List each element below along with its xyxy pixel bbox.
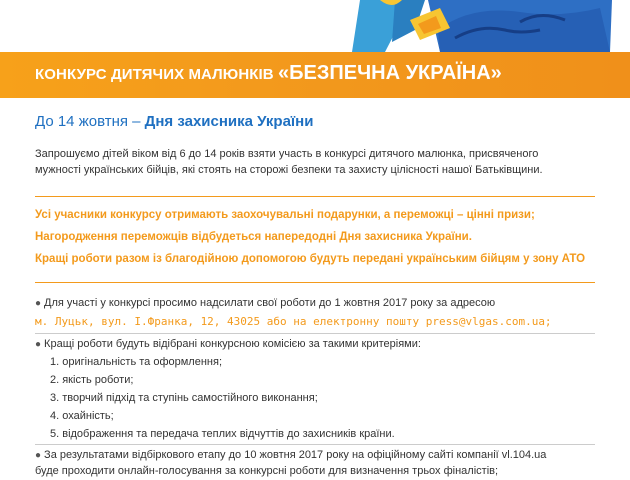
contest-title-prefix: КОНКУРС ДИТЯЧИХ МАЛЮНКІВ: [35, 66, 279, 83]
subtitle: [35, 113, 313, 130]
highlight-prizes: Усі учасники конкурсу отримають заохочувальні подарунки, а переможці – цінні призи;: [35, 209, 535, 221]
subtitle-prefix: До 14 жовтня –: [35, 113, 145, 130]
submission-bullet: [35, 297, 495, 309]
contest-title: [35, 62, 502, 85]
divider-criteria: [35, 333, 595, 334]
highlight-award-ceremony: Нагородження переможців відбудеться напередодні Дня захисника України.: [35, 231, 472, 243]
bullet-icon: ●: [35, 339, 42, 350]
divider-voting: [35, 444, 595, 445]
voting-line-1: За результатами відбіркового етапу до 10 жовтня 2017 року на офіційному сайті компанії vl.104.ua: [44, 449, 547, 461]
header-illustration: [0, 0, 630, 52]
criteria-intro: Кращі роботи будуть відібрані конкурсною комісією за такими критеріями:: [44, 338, 421, 350]
criteria-bullet: [35, 338, 421, 350]
intro-line-2: мужності українських бійців, які стоять на сторожі безпеки та захисту цілісності нашої Батьківщини.: [35, 164, 543, 176]
submission-address: м. Луцьк, вул. І.Франка, 12, 43025 або на електронну пошту press@vlgas.com.ua;: [35, 315, 552, 328]
cartoon-illustration-icon: [0, 0, 630, 52]
criterion-item: 3. творчий підхід та ступінь самостійного виконання;: [50, 392, 318, 404]
highlight-ato: Кращі роботи разом із благодійною допомогою будуть передані українським бійцям у зону АТО: [35, 253, 586, 265]
voting-bullet: [35, 449, 546, 461]
intro-line-1: Запрошуємо дітей віком від 6 до 14 років взяти участь в конкурсі дитячого малюнка, присвяченого: [35, 148, 539, 160]
bullet-icon: ●: [35, 298, 42, 309]
criterion-item: 4. охайність;: [50, 410, 114, 422]
criterion-item: 5. відображення та передача теплих відчуттів до захисників країни.: [50, 428, 395, 440]
subtitle-holiday: Дня захисника України: [144, 113, 314, 130]
divider-top: [35, 196, 595, 197]
intro-paragraph: [35, 146, 595, 178]
submission-text: Для участі у конкурсі просимо надсилати свої роботи до 1 жовтня 2017 року за адресою: [44, 297, 496, 309]
bullet-icon: ●: [35, 450, 42, 461]
criterion-item: 2. якість роботи;: [50, 374, 134, 386]
divider-middle: [35, 282, 595, 283]
contest-title-name: «БЕЗПЕЧНА УКРАЇНА»: [278, 62, 502, 84]
criterion-item: 1. оригінальність та оформлення;: [50, 356, 223, 368]
voting-line-2: буде проходити онлайн-голосування за конкурсні роботи для визначення трьох фіналістів;: [35, 465, 499, 477]
